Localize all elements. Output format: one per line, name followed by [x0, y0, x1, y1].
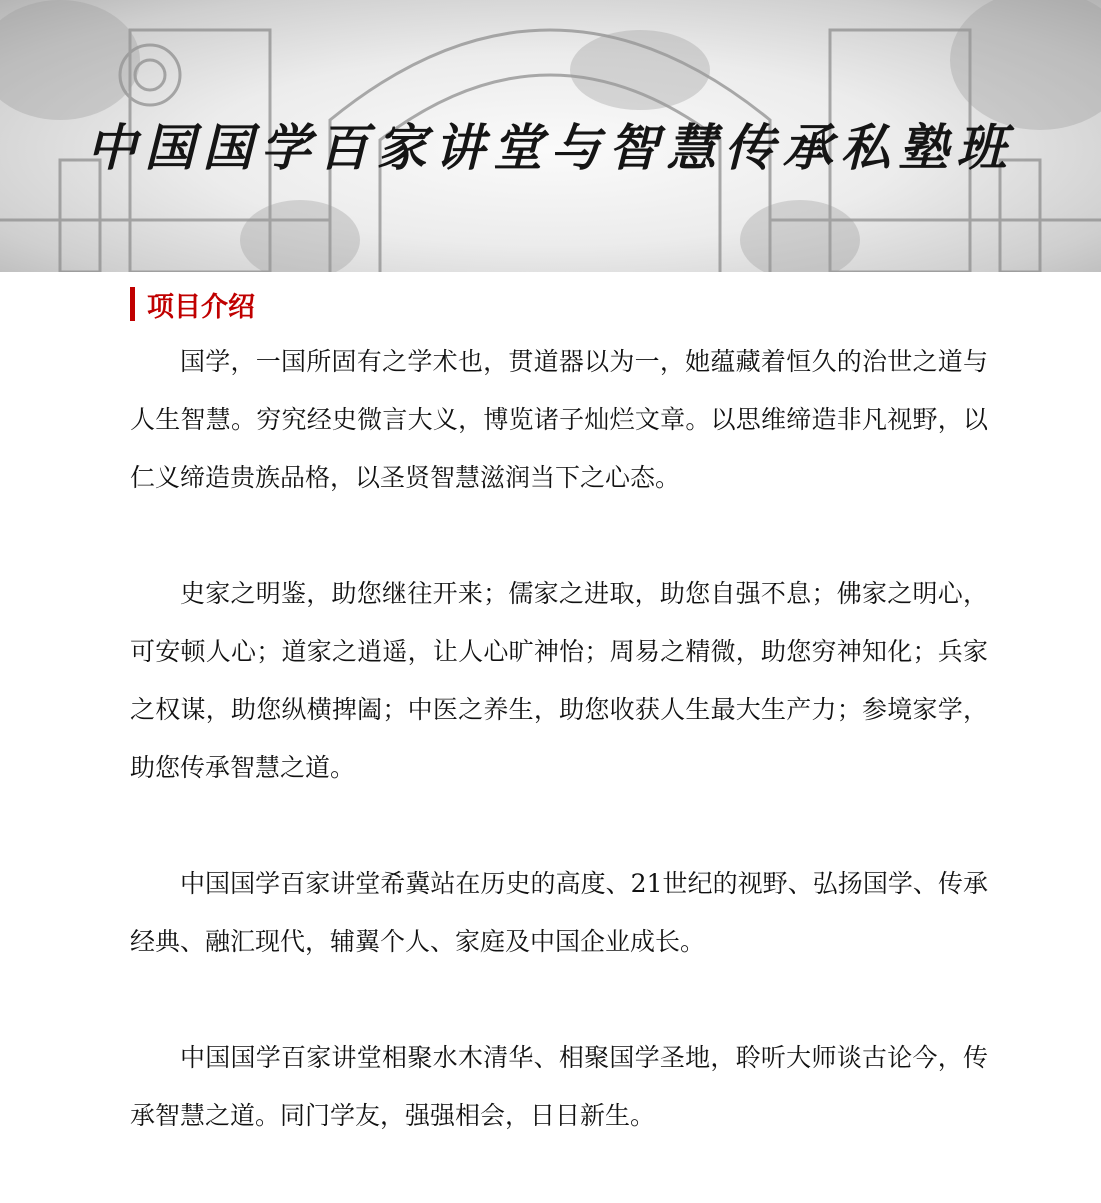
paragraph: 中国国学百家讲堂相聚水木清华、相聚国学圣地，聆听大师谈古论今，传承智慧之道。同门学友，强强相会，日日新生。 [130, 1043, 988, 1130]
document-body [130, 333, 988, 1203]
banner-title: 中国国学百家讲堂与智慧传承私塾班 [86, 118, 1015, 177]
paragraph: 中国国学百家讲堂希冀站在历史的高度、21世纪的视野、弘扬国学、传承经典、融汇现代，辅翼个人、家庭及中国企业成长。 [130, 869, 988, 956]
paragraph: 国学，一国所固有之学术也，贯道器以为一，她蕴藏着恒久的治世之道与人生智慧。穷究经史微言大义，博览诸子灿烂文章。以思维缔造非凡视野，以仁义缔造贵族品格，以圣贤智慧滋润当下之心态。 [130, 347, 988, 492]
section-heading [130, 286, 255, 322]
header-banner [0, 0, 1101, 272]
heading-accent-bar [130, 287, 135, 321]
paragraph: 史家之明鉴，助您继往开来；儒家之进取，助您自强不息；佛家之明心，可安顿人心；道家之逍遥，让人心旷神怡；周易之精微，助您穷神知化；兵家之权谋，助您纵横捭阖；中医之养生，助您收获人生最大生产力；参境家学，助您传承智慧之道。 [130, 579, 988, 782]
section-heading-text: 项目介绍 [147, 291, 255, 323]
